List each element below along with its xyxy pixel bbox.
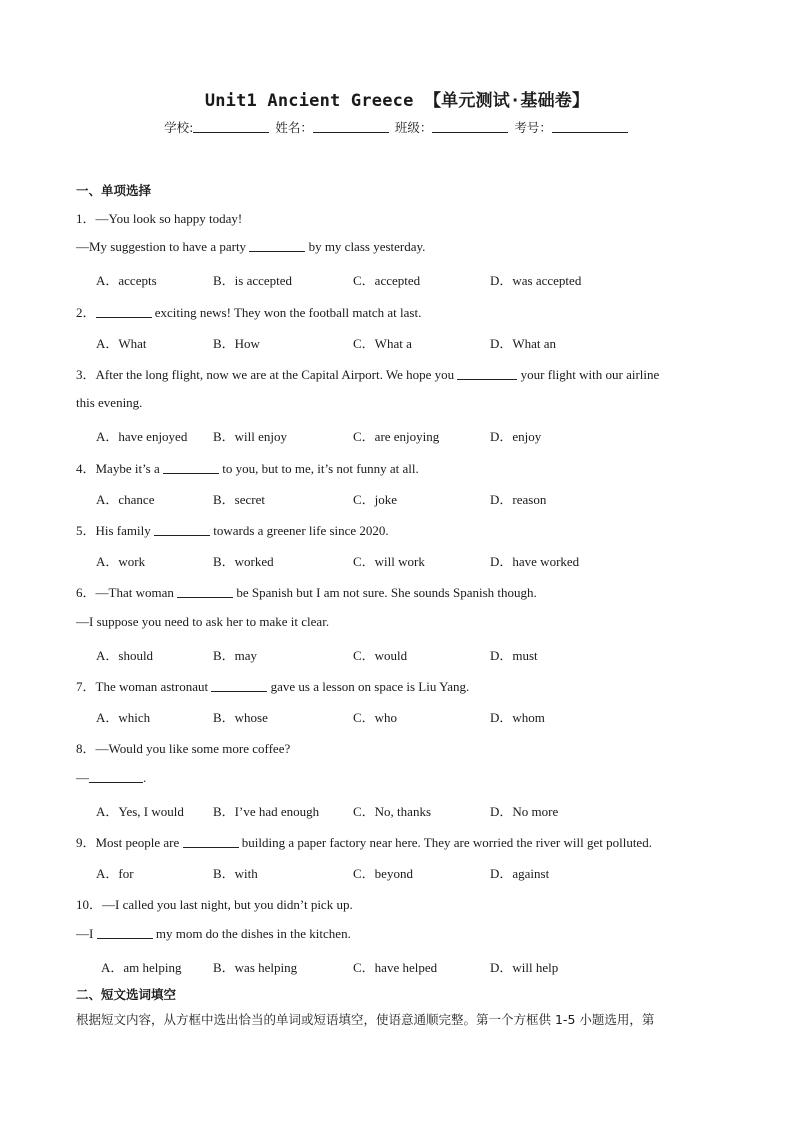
question-8-line-2: — .: [76, 770, 147, 785]
option-c[interactable]: C．joke: [353, 492, 398, 507]
option-d[interactable]: D．have worked: [490, 554, 580, 569]
option-b[interactable]: B．may: [213, 648, 258, 663]
section-heading-1: 一、单项选择: [76, 183, 152, 198]
question-5: 5．His family towards a greener life since 2020.: [76, 523, 389, 538]
option-a[interactable]: A．accepts: [96, 273, 157, 288]
option-c[interactable]: C．accepted: [353, 273, 421, 288]
option-d[interactable]: D．will help: [490, 960, 559, 975]
question-10-line-2: —I my mom do the dishes in the kitchen.: [76, 926, 351, 941]
option-b[interactable]: B．is accepted: [213, 273, 293, 288]
number-blank[interactable]: [552, 120, 628, 133]
option-d[interactable]: D．No more: [490, 804, 559, 819]
option-a[interactable]: A．am helping: [101, 960, 182, 975]
option-c[interactable]: C．No, thanks: [353, 804, 432, 819]
answer-blank[interactable]: [211, 679, 267, 692]
option-a[interactable]: A．chance: [96, 492, 155, 507]
school-blank[interactable]: [193, 120, 269, 133]
option-a[interactable]: A．Yes, I would: [96, 804, 184, 819]
option-d[interactable]: D．whom: [490, 710, 545, 725]
option-a[interactable]: A．should: [96, 648, 154, 663]
option-b[interactable]: B．with: [213, 866, 258, 881]
option-c[interactable]: C．who: [353, 710, 398, 725]
answer-blank[interactable]: [177, 585, 233, 598]
question-6: 6．—That woman be Spanish but I am not sure. She sounds Spanish though.: [76, 585, 537, 600]
answer-blank[interactable]: [183, 835, 239, 848]
option-a[interactable]: A．which: [96, 710, 151, 725]
number-label: 考号：: [514, 120, 552, 135]
option-d[interactable]: D．What an: [490, 336, 557, 351]
option-c[interactable]: C．beyond: [353, 866, 413, 881]
option-b[interactable]: B．whose: [213, 710, 268, 725]
question-9: 9．Most people are building a paper factory near here. They are worried the river will get polluted.: [76, 835, 652, 850]
option-d[interactable]: D．must: [490, 648, 538, 663]
option-a[interactable]: A．work: [96, 554, 146, 569]
answer-blank[interactable]: [97, 926, 153, 939]
section-heading-2: 二、短文选词填空: [76, 987, 177, 1002]
section-2-instruction: 根据短文内容，从方框中选出恰当的单词或短语填空，使语意通顺完整。第一个方框供 1-5 小题选用，第: [76, 1012, 655, 1027]
question-1-line-2: —My suggestion to have a party by my class yesterday.: [76, 239, 426, 254]
option-c[interactable]: C．have helped: [353, 960, 438, 975]
question-8: 8．—Would you like some more coffee?: [76, 741, 291, 756]
option-d[interactable]: D．against: [490, 866, 550, 881]
name-blank[interactable]: [313, 120, 389, 133]
class-blank[interactable]: [432, 120, 508, 133]
question-6-cont: —I suppose you need to ask her to make it clear.: [76, 614, 330, 629]
question-1: 1．—You look so happy today!: [76, 211, 243, 226]
question-10: 10．—I called you last night, but you didn’t pick up.: [76, 897, 353, 912]
option-c[interactable]: C．would: [353, 648, 408, 663]
student-info-line: [0, 118, 794, 136]
page-title: Unit1 Ancient Greece 【单元测试·基础卷】: [204, 91, 590, 111]
option-d[interactable]: D．was accepted: [490, 273, 582, 288]
class-label: 班级：: [394, 120, 433, 135]
question-4: 4．Maybe it’s a to you, but to me, it’s not funny at all.: [76, 461, 419, 476]
question-3-cont: this evening.: [76, 395, 143, 410]
option-d[interactable]: D．enjoy: [490, 429, 542, 444]
option-c[interactable]: C．are enjoying: [353, 429, 440, 444]
answer-blank[interactable]: [96, 305, 152, 318]
answer-blank[interactable]: [89, 770, 143, 783]
option-a[interactable]: A．What: [96, 336, 147, 351]
option-b[interactable]: B．I’ve had enough: [213, 804, 320, 819]
answer-blank[interactable]: [457, 367, 517, 380]
option-a[interactable]: A．have enjoyed: [96, 429, 188, 444]
option-b[interactable]: B．How: [213, 336, 260, 351]
question-3: 3．After the long flight, now we are at the Capital Airport. We hope you your flight with our airline: [76, 367, 660, 382]
option-c[interactable]: C．What a: [353, 336, 412, 351]
name-label: 姓名：: [275, 120, 313, 135]
option-b[interactable]: B．will enjoy: [213, 429, 288, 444]
question-7: 7．The woman astronaut gave us a lesson on space is Liu Yang.: [76, 679, 470, 694]
option-d[interactable]: D．reason: [490, 492, 547, 507]
option-a[interactable]: A．for: [96, 866, 134, 881]
option-c[interactable]: C．will work: [353, 554, 425, 569]
option-b[interactable]: B．worked: [213, 554, 274, 569]
answer-blank[interactable]: [154, 523, 210, 536]
school-label: 学校:: [164, 120, 194, 135]
option-b[interactable]: B．was helping: [213, 960, 298, 975]
question-2: 2． exciting news! They won the football match at last.: [76, 305, 422, 320]
answer-blank[interactable]: [163, 461, 219, 474]
answer-blank[interactable]: [249, 239, 305, 252]
option-b[interactable]: B．secret: [213, 492, 265, 507]
